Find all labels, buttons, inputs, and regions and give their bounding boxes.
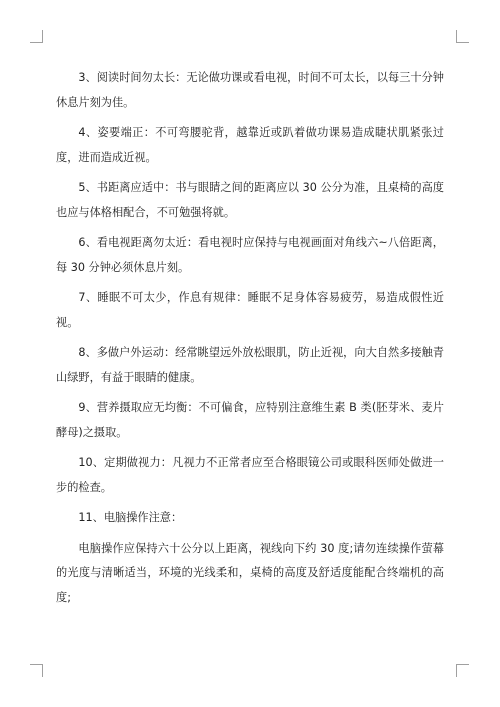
page-corner-mark-top-left <box>30 30 43 43</box>
page-corner-mark-bottom-right <box>456 664 469 677</box>
document-body <box>56 66 444 616</box>
paragraph-5-book-distance: 5、书距离应适中：书与眼睛之间的距离应以 30 公分为准，且桌椅的高度也应与体格相配合，不可勉强将就。 <box>56 181 444 219</box>
paragraph-6-tv-distance: 6、看电视距离勿太近：看电视时应保持与电视画面对角线六~八倍距离，每 30 分钟必须休息片刻。 <box>56 236 444 274</box>
paragraph-8-outdoor: 8、多做户外运动：经常眺望远外放松眼肌，防止近视，向大自然多接触青山绿野，有益于眼睛的健康。 <box>56 346 444 384</box>
paragraph-7-sleep: 7、睡眠不可太少，作息有规律：睡眠不足身体容易疲劳，易造成假性近视。 <box>56 291 444 329</box>
paragraph-9-nutrition: 9、营养摄取应无均衡：不可偏食，应特别注意维生素 B 类(胚芽米、麦片酵母)之摄取。 <box>56 401 444 439</box>
paragraph-3-reading-time: 3、阅读时间勿太长：无论做功课或看电视，时间不可太长，以每三十分钟休息片刻为佳。 <box>56 71 444 109</box>
page-corner-mark-bottom-left <box>30 664 43 677</box>
paragraph-11-computer-heading: 11、电脑操作注意： <box>78 511 183 524</box>
paragraph-4-posture: 4、姿要端正：不可弯腰驼背，越靠近或趴着做功课易造成睫状肌紧张过度，进而造成近视。 <box>56 126 444 164</box>
page-corner-mark-top-right <box>456 30 469 43</box>
paragraph-10-checkup: 10、定期做视力：凡视力不正常者应至合格眼镜公司或眼科医师处做进一步的检查。 <box>56 456 444 494</box>
paragraph-computer-detail: 电脑操作应保持六十公分以上距离，视线向下约 30 度;请勿连续操作萤幕的光度与清晰适当，环境的光线柔和，桌椅的高度及舒适度能配合终端机的高度; <box>56 541 444 604</box>
